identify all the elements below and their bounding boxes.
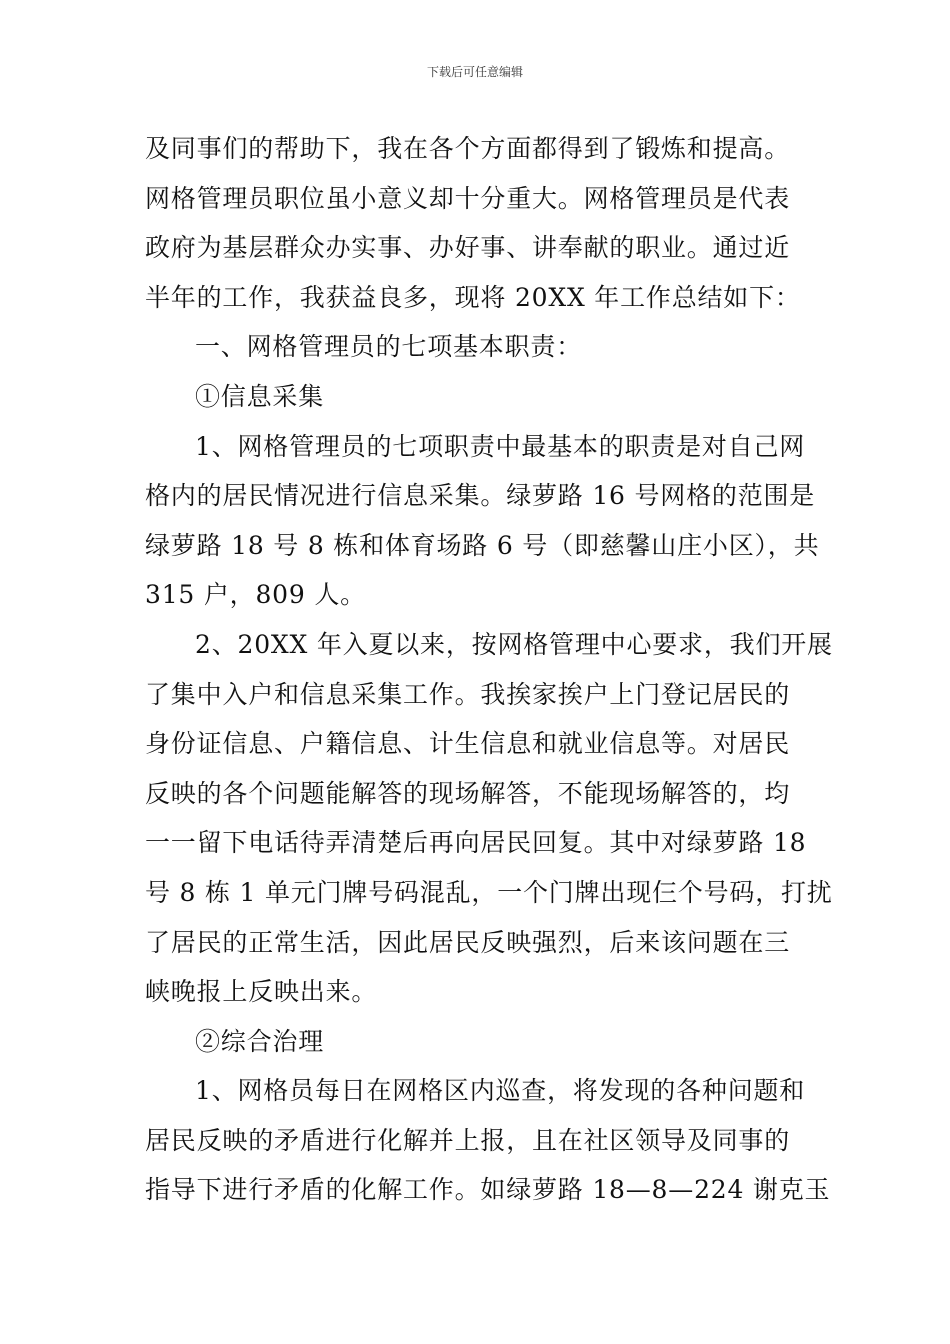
body-line: 反映的各个问题能解答的现场解答，不能现场解答的，均 — [145, 778, 791, 808]
body-line: 2、20XX 年入夏以来，按网格管理中心要求，我们开展 — [195, 629, 833, 659]
body-line: 网格管理员职位虽小意义却十分重大。网格管理员是代表 — [145, 183, 791, 213]
subsection-heading: ②综合治理 — [195, 1026, 325, 1056]
subsection-heading: ①信息采集 — [195, 381, 325, 411]
body-line: 了集中入户和信息采集工作。我挨家挨户上门登记居民的 — [145, 679, 791, 709]
body-line: 315 户，809 人。 — [145, 580, 366, 610]
body-line: 居民反映的矛盾进行化解并上报，且在社区领导及同事的 — [145, 1125, 791, 1155]
body-line: 一一留下电话待弄清楚后再向居民回复。其中对绿萝路 18 — [145, 828, 807, 858]
body-line: 1、网格管理员的七项职责中最基本的职责是对自己网 — [195, 431, 806, 461]
body-line: 身份证信息、户籍信息、计生信息和就业信息等。对居民 — [145, 729, 791, 759]
body-line: 号 8 栋 1 单元门牌号码混乱，一个门牌出现仨个号码，打扰 — [145, 877, 833, 907]
body-line: 格内的居民情况进行信息采集。绿萝路 16 号网格的范围是 — [145, 481, 816, 511]
document-body — [145, 124, 833, 1215]
body-line: 绿萝路 18 号 8 栋和体育场路 6 号（即慈馨山庄小区），共 — [145, 530, 820, 560]
section-heading: 一、网格管理员的七项基本职责： — [195, 332, 583, 362]
body-line: 政府为基层群众办实事、办好事、讲奉献的职业。通过近 — [145, 233, 791, 263]
body-line: 半年的工作，我获益良多，现将 20XX 年工作总结如下： — [145, 282, 801, 312]
body-line: 了居民的正常生活，因此居民反映强烈，后来该问题在三 — [145, 927, 791, 957]
body-line: 及同事们的帮助下，我在各个方面都得到了锻炼和提高。 — [145, 134, 791, 163]
page-header-note: 下载后可任意编辑 — [426, 65, 523, 79]
body-line: 峡晚报上反映出来。 — [145, 977, 378, 1007]
body-line: 指导下进行矛盾的化解工作。如绿萝路 18—8—224 谢克玉 — [145, 1175, 831, 1205]
body-line: 1、网格员每日在网格区内巡查，将发现的各种问题和 — [195, 1076, 806, 1106]
